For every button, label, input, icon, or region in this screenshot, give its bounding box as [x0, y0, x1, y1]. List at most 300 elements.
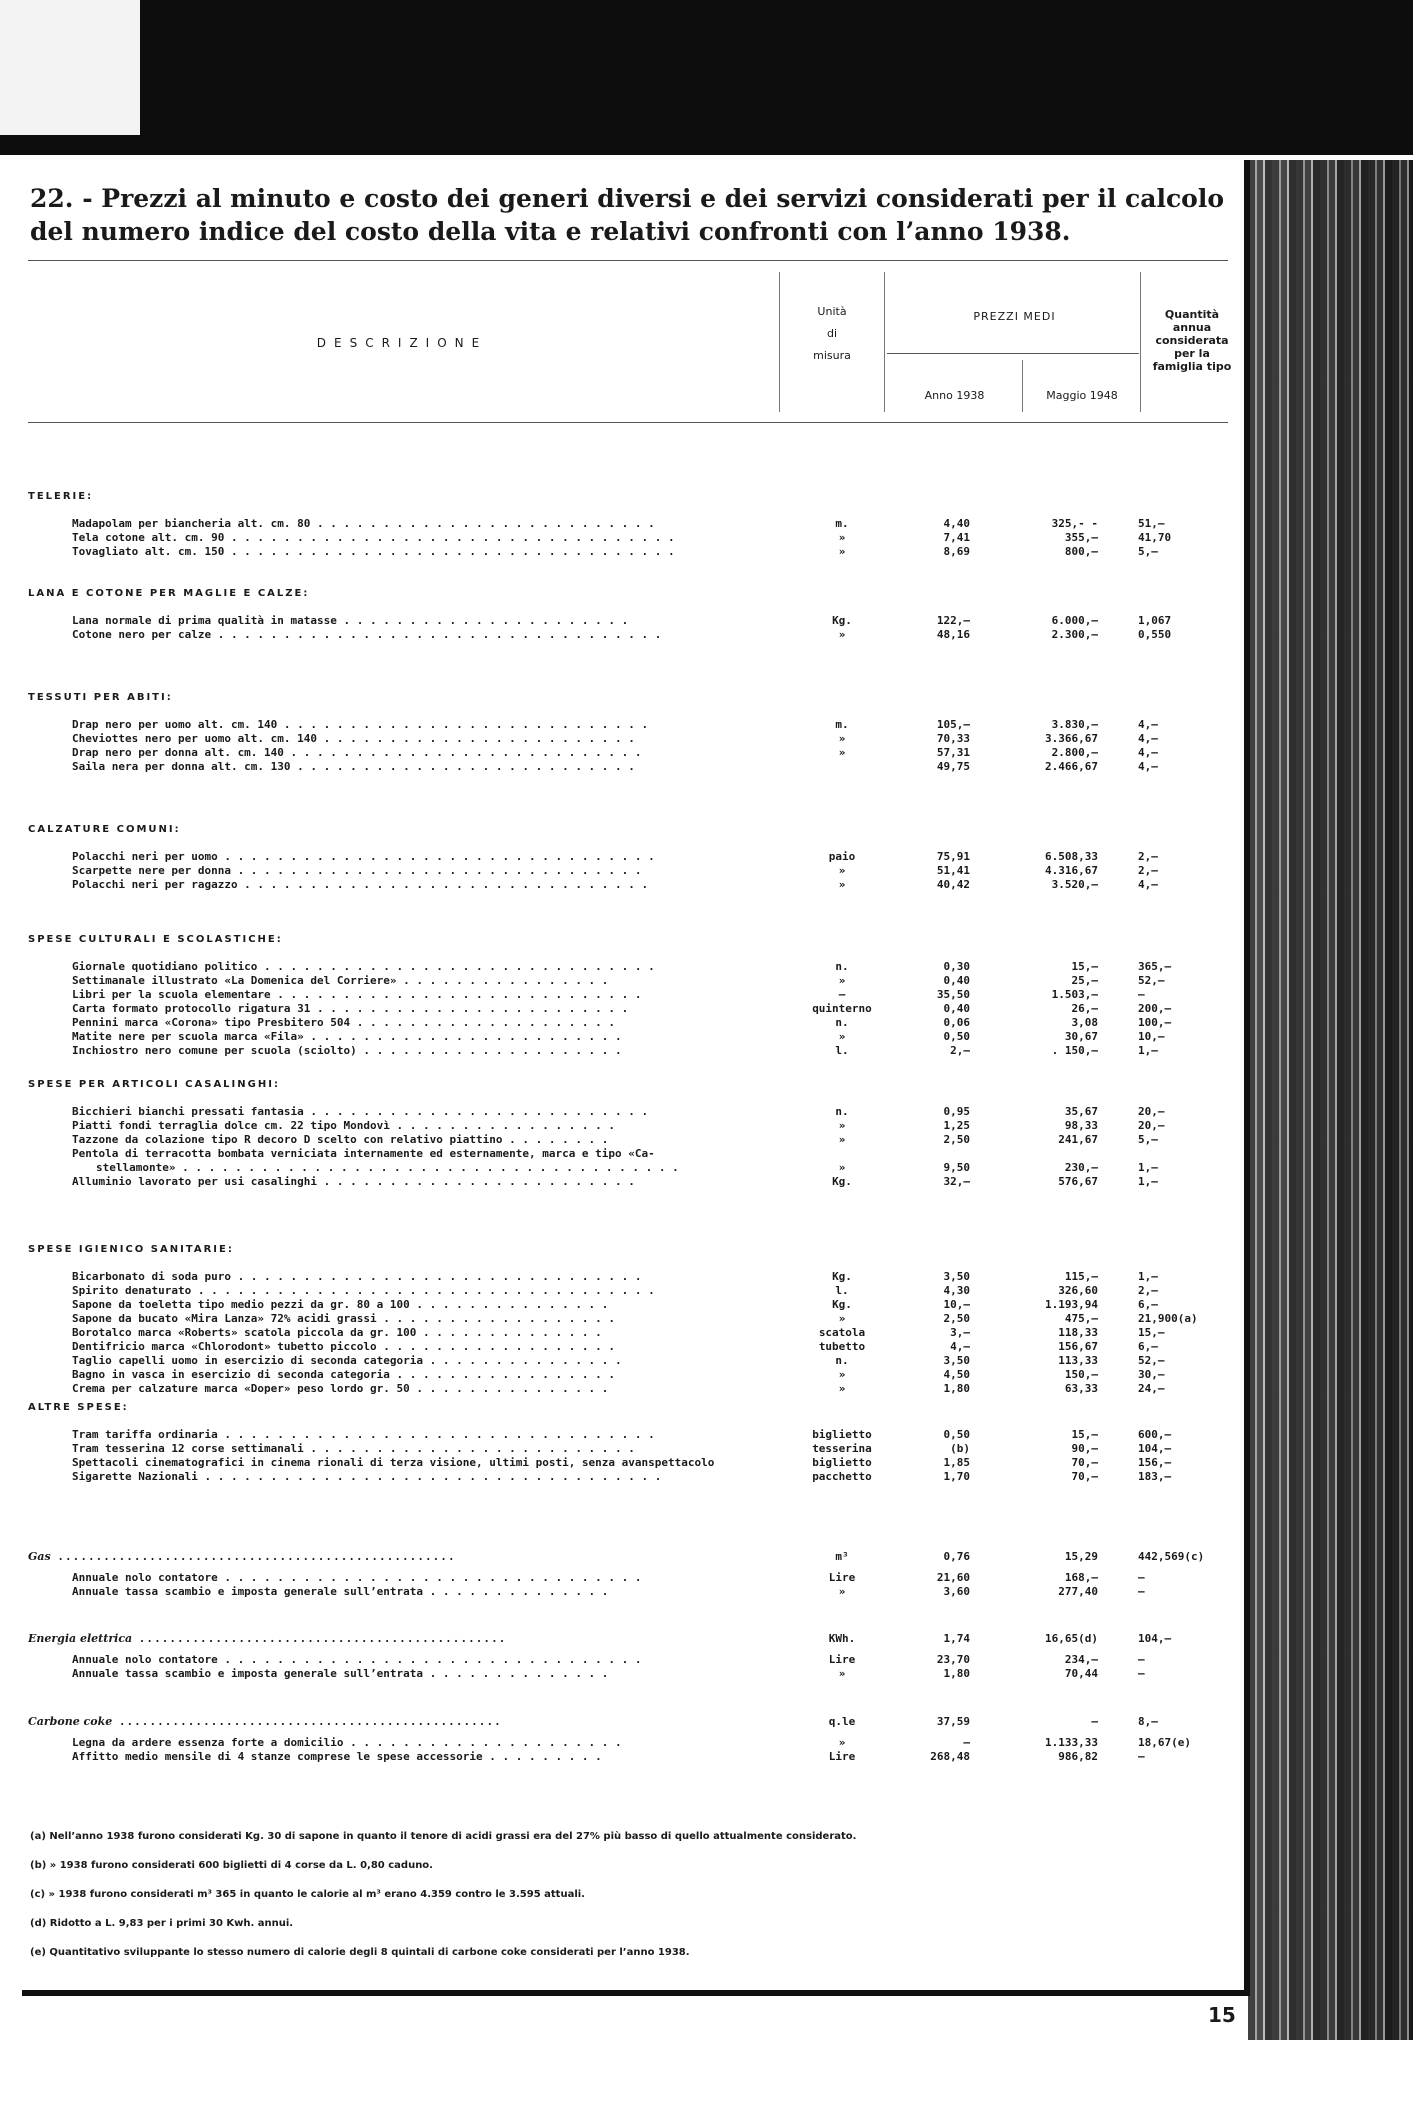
header-unita-line2: di: [826, 327, 838, 340]
header-prezzi-medi: PREZZI MEDI: [973, 310, 1056, 323]
row-quantity: 104,—: [1138, 1442, 1172, 1455]
row-price-1938: 2,—: [950, 1044, 970, 1057]
row-price-1938: 10,—: [943, 1298, 970, 1311]
row-description: Pentola di terracotta bombata verniciata internamente ed esternamente, marca e tipo «Ca-: [72, 1147, 655, 1160]
table-row: [28, 1016, 1228, 1030]
table-row: [28, 1428, 1228, 1442]
table-row: [28, 746, 1228, 760]
scan-top-notch: [0, 0, 140, 135]
row-description: Saila nera per donna alt. cm. 130 . . . . . . . . . . . . . . . . . . . . . . . . . .: [72, 760, 635, 773]
row-price-1938: 2,50: [943, 1133, 970, 1146]
row-quantity: 183,—: [1138, 1470, 1172, 1483]
row-description: Polacchi neri per ragazzo . . . . . . . . . . . . . . . . . . . . . . . . . . . . . . .: [72, 878, 649, 891]
row-price-1938: 1,74: [943, 1632, 970, 1645]
row-price-1948: 1.503,—: [1051, 988, 1098, 1001]
row-unit: Kg.: [832, 1175, 852, 1188]
row-price-1938: 122,—: [936, 614, 970, 627]
row-price-1948: . 150,—: [1051, 1044, 1098, 1057]
row-quantity: 1,—: [1138, 1270, 1158, 1283]
row-unit: m.: [835, 517, 849, 530]
row-quantity: 4,—: [1138, 746, 1158, 759]
row-unit: »: [838, 864, 846, 877]
section-title: SPESE CULTURALI E SCOLASTICHE:: [28, 934, 283, 945]
row-price-1948: 325,- -: [1051, 517, 1098, 530]
row-unit: —: [838, 988, 846, 1001]
row-unit: Kg.: [832, 1298, 852, 1311]
row-price-1948: 2.300,—: [1051, 628, 1098, 641]
row-quantity: 2,—: [1138, 864, 1158, 877]
row-quantity: 200,—: [1138, 1002, 1172, 1015]
table-row: [28, 1044, 1228, 1058]
row-price-1948: 98,33: [1064, 1119, 1098, 1132]
row-description: stellamonte» . . . . . . . . . . . . . . . . . . . . . . . . . . . . . . . . . . . . . .: [96, 1161, 679, 1174]
row-quantity: 8,—: [1138, 1715, 1158, 1728]
row-price-1948: 1.133,33: [1045, 1736, 1098, 1749]
row-unit: Lire: [828, 1750, 856, 1763]
row-price-1948: 16,65(d): [1045, 1632, 1098, 1645]
header-unita: [787, 305, 877, 362]
row-quantity: 1,—: [1138, 1175, 1158, 1188]
row-description: Tram tesserina 12 corse settimanali . . . . . . . . . . . . . . . . . . . . . . . . .: [72, 1442, 635, 1455]
table-row: [28, 1667, 1228, 1681]
row-price-1948: 3.520,—: [1051, 878, 1098, 891]
header-anno-1938: Anno 1938: [924, 389, 985, 402]
row-price-1938: 0,40: [943, 1002, 970, 1015]
row-price-1938: 2,50: [943, 1312, 970, 1325]
row-unit: »: [838, 1312, 846, 1325]
table-row: [28, 628, 1228, 642]
row-price-1938: 268,48: [930, 1750, 970, 1763]
row-price-1948: 800,—: [1064, 545, 1098, 558]
row-quantity: —: [1138, 1750, 1145, 1763]
table-section: [28, 1388, 1228, 1484]
table-row: [28, 760, 1228, 774]
row-price-1948: 3.366,67: [1045, 732, 1098, 745]
row-description: Sapone da toeletta tipo medio pezzi da gr. 80 a 100 . . . . . . . . . . . . . . .: [72, 1298, 609, 1311]
table-row: [28, 517, 1228, 531]
header-descrizione: DESCRIZIONE: [316, 336, 488, 350]
row-unit: biglietto: [812, 1428, 872, 1441]
row-price-1938: 51,41: [936, 864, 970, 877]
utility-dots: . . . . . . . . . . . . . . . . . . . . . . . . . . . . . . . . . . . . . . . . . . . . . . . . . .: [120, 1715, 500, 1728]
row-quantity: 21,900(a): [1138, 1312, 1198, 1325]
row-unit: »: [838, 1667, 846, 1680]
row-quantity: 442,569(c): [1138, 1550, 1205, 1563]
row-price-1948: 4.316,67: [1045, 864, 1098, 877]
utility-label-text: Energia elettrica: [28, 1632, 133, 1645]
table-title: 22. - Prezzi al minuto e costo dei generi diversi e dei servizi considerati per il calcolo del numero indice del costo della vita e relativi confronti con l’anno 1938.: [30, 184, 1225, 246]
header-quantita-line4: per la: [1174, 347, 1210, 360]
utility-label-text: Carbone coke: [28, 1715, 113, 1728]
row-price-1948: 15,—: [1071, 1428, 1098, 1441]
table-section: [28, 1230, 1228, 1396]
row-unit: »: [838, 628, 846, 641]
table-row: [28, 545, 1228, 559]
table-row: [28, 1653, 1228, 1667]
row-unit: n.: [835, 1105, 849, 1118]
row-unit: tesserina: [812, 1442, 872, 1455]
row-unit: quinterno: [812, 1002, 872, 1015]
footnote-c: (c) » 1938 furono considerati m³ 365 in quanto le calorie al m³ erano 4.359 contro le 3.595 attuali.: [30, 1889, 585, 1900]
row-description: Spirito denaturato . . . . . . . . . . . . . . . . . . . . . . . . . . . . . . . . . . .: [72, 1284, 655, 1297]
row-price-1938: 0,50: [943, 1428, 970, 1441]
row-price-1948: 355,—: [1064, 531, 1098, 544]
utility-label-text: Gas: [28, 1550, 51, 1563]
row-unit: »: [838, 1030, 846, 1043]
footnote-a: (a) Nell’anno 1938 furono considerati Kg. 30 di sapone in quanto il tenore di acidi grassi era del 27% più basso di quello attualmente considerato.: [30, 1831, 857, 1842]
row-price-1938: 21,60: [936, 1571, 970, 1584]
row-price-1948: —: [1091, 1715, 1098, 1728]
row-unit: »: [838, 1736, 846, 1749]
row-price-1948: 277,40: [1058, 1585, 1098, 1598]
row-unit: KWh.: [828, 1632, 856, 1645]
row-unit: pacchetto: [812, 1470, 872, 1483]
table-row: [28, 1750, 1228, 1764]
row-price-1938: 57,31: [936, 746, 970, 759]
row-quantity: 51,—: [1138, 517, 1165, 530]
row-quantity: 156,—: [1138, 1456, 1172, 1469]
table-row: [28, 531, 1228, 545]
row-description: Dentifricio marca «Chlorodont» tubetto piccolo . . . . . . . . . . . . . . . . . .: [72, 1340, 616, 1353]
table-row: [28, 1736, 1228, 1750]
row-description: Spettacoli cinematografici in cinema rionali di terza visione, ultimi posti, senza avanspettacolo: [72, 1456, 715, 1469]
footnote-e: (e) Quantitativo sviluppante lo stesso numero di calorie degli 8 quintali di carbone coke considerati per l’anno 1938.: [30, 1947, 690, 1958]
row-description: Alluminio lavorato per usi casalinghi . . . . . . . . . . . . . . . . . . . . . . . .: [72, 1175, 635, 1188]
row-price-1948: 35,67: [1064, 1105, 1098, 1118]
row-quantity: 20,—: [1138, 1119, 1165, 1132]
row-description: Drap nero per donna alt. cm. 140 . . . . . . . . . . . . . . . . . . . . . . . . . . .: [72, 746, 642, 759]
table-row: [28, 850, 1228, 864]
row-price-1938: 4,40: [943, 517, 970, 530]
header-bottom-rule: [28, 422, 1228, 423]
row-description: Giornale quotidiano politico . . . . . . . . . . . . . . . . . . . . . . . . . . . . . .: [72, 960, 655, 973]
row-price-1938: 23,70: [936, 1653, 970, 1666]
row-description: Matite nere per scuola marca «Fila» . . . . . . . . . . . . . . . . . . . . . . . .: [72, 1030, 622, 1043]
row-quantity: 4,—: [1138, 760, 1158, 773]
table-row: [28, 1585, 1228, 1599]
row-price-1938: 0,06: [943, 1016, 970, 1029]
table-section: [28, 574, 1228, 642]
row-quantity: —: [1138, 988, 1145, 1001]
row-price-1938: 3,50: [943, 1270, 970, 1283]
header-unita-line3: misura: [813, 349, 851, 362]
row-unit: q.le: [828, 1715, 856, 1728]
row-price-1938: 3,—: [950, 1326, 970, 1339]
section-title: ALTRE SPESE:: [28, 1402, 129, 1413]
row-unit: Lire: [828, 1571, 856, 1584]
utility-group-energia: [28, 1625, 1228, 1681]
row-quantity: 2,—: [1138, 1284, 1158, 1297]
col-divider-prices: [884, 272, 885, 412]
row-price-1948: 26,—: [1071, 1002, 1098, 1015]
table-row: [28, 718, 1228, 732]
row-price-1948: 475,—: [1064, 1312, 1098, 1325]
row-price-1948: 15,—: [1071, 960, 1098, 973]
table-row: [28, 1354, 1228, 1368]
section-title: CALZATURE COMUNI:: [28, 824, 181, 835]
row-price-1938: 40,42: [936, 878, 970, 891]
row-unit: n.: [835, 1016, 849, 1029]
row-price-1938: 0,40: [943, 974, 970, 987]
table-row: [28, 1270, 1228, 1284]
utility-group-gas: [28, 1543, 1228, 1599]
row-unit: paio: [828, 850, 856, 863]
row-description: Sapone da bucato «Mira Lanza» 72% acidi grassi . . . . . . . . . . . . . . . . . .: [72, 1312, 616, 1325]
row-quantity: 24,—: [1138, 1382, 1165, 1395]
row-price-1938: 7,41: [943, 531, 970, 544]
row-unit: »: [838, 732, 846, 745]
row-quantity: 4,—: [1138, 718, 1158, 731]
table-row: [28, 988, 1228, 1002]
scan-page-edges-shade: [1248, 160, 1413, 2040]
row-price-1938: 4,30: [943, 1284, 970, 1297]
row-price-1948: 986,82: [1058, 1750, 1098, 1763]
scan-top-border: [0, 0, 1413, 155]
row-price-1948: 576,67: [1058, 1175, 1098, 1188]
row-unit: Kg.: [832, 614, 852, 627]
table-row: [28, 1105, 1228, 1119]
row-unit: »: [838, 746, 846, 759]
section-title: LANA E COTONE PER MAGLIE E CALZE:: [28, 588, 310, 599]
row-unit: »: [838, 1368, 846, 1381]
row-quantity: 52,—: [1138, 1354, 1165, 1367]
row-quantity: —: [1138, 1653, 1145, 1666]
utility-label: [28, 1708, 728, 1736]
row-quantity: 6,—: [1138, 1298, 1158, 1311]
row-quantity: —: [1138, 1667, 1145, 1680]
row-unit: m³: [835, 1550, 849, 1563]
utility-label: [28, 1543, 728, 1571]
utility-header-row: [28, 1708, 1228, 1736]
footnotes: [30, 1822, 1220, 1967]
header-top-rule: [28, 260, 1228, 261]
col-divider-qty: [1140, 272, 1141, 412]
row-description: Annuale nolo contatore . . . . . . . . . . . . . . . . . . . . . . . . . . . . . . . .: [72, 1571, 642, 1584]
table-row: [28, 1340, 1228, 1354]
row-description: Carta formato protocollo rigatura 31 . . . . . . . . . . . . . . . . . . . . . . . .: [72, 1002, 629, 1015]
row-price-1948: 70,—: [1071, 1470, 1098, 1483]
row-price-1948: 63,33: [1064, 1382, 1098, 1395]
row-description: Annuale nolo contatore . . . . . . . . . . . . . . . . . . . . . . . . . . . . . . . .: [72, 1653, 642, 1666]
row-price-1938: 32,—: [943, 1175, 970, 1188]
row-description: Legna da ardere essenza forte a domicilio . . . . . . . . . . . . . . . . . . . . .: [72, 1736, 622, 1749]
row-price-1948: 241,67: [1058, 1133, 1098, 1146]
row-description: Taglio capelli uomo in esercizio di seconda categoria . . . . . . . . . . . . . . .: [72, 1354, 622, 1367]
row-unit: n.: [835, 1354, 849, 1367]
row-unit: »: [838, 1133, 846, 1146]
prezzi-medi-rule: [887, 353, 1139, 354]
row-price-1948: 90,—: [1071, 1442, 1098, 1455]
row-quantity: 1,—: [1138, 1161, 1158, 1174]
row-unit: »: [838, 545, 846, 558]
row-description: Settimanale illustrato «La Domenica del Corriere» . . . . . . . . . . . . . . . .: [72, 974, 609, 987]
row-unit: »: [838, 1161, 846, 1174]
row-price-1938: 105,—: [936, 718, 970, 731]
row-description: Drap nero per uomo alt. cm. 140 . . . . . . . . . . . . . . . . . . . . . . . . . . . .: [72, 718, 649, 731]
section-title: SPESE PER ARTICOLI CASALINGHI:: [28, 1079, 280, 1090]
row-price-1938: 4,50: [943, 1368, 970, 1381]
table-section: [28, 920, 1228, 1058]
row-price-1948: 234,—: [1064, 1653, 1098, 1666]
header-quantita-line1: Quantità: [1164, 308, 1220, 321]
row-quantity: 20,—: [1138, 1105, 1165, 1118]
row-price-1948: 230,—: [1064, 1161, 1098, 1174]
row-quantity: 4,—: [1138, 732, 1158, 745]
table-row: [28, 1470, 1228, 1484]
table-row: [28, 1147, 1228, 1161]
table-row: [28, 1326, 1228, 1340]
row-unit: m.: [835, 718, 849, 731]
row-unit: »: [838, 1585, 846, 1598]
row-quantity: 6,—: [1138, 1340, 1158, 1353]
row-quantity: 0,550: [1138, 628, 1172, 641]
row-quantity: —: [1138, 1585, 1145, 1598]
row-price-1938: 3,50: [943, 1354, 970, 1367]
footnote-b: (b) » 1938 furono considerati 600 biglietti di 4 corse da L. 0,80 caduno.: [30, 1860, 433, 1871]
row-quantity: 30,—: [1138, 1368, 1165, 1381]
table-row: [28, 864, 1228, 878]
row-description: Pennini marca «Corona» tipo Presbitero 504 . . . . . . . . . . . . . . . . . . . .: [72, 1016, 616, 1029]
table-row: [28, 1298, 1228, 1312]
row-price-1938: —: [963, 1736, 970, 1749]
table-row: [28, 960, 1228, 974]
page-number: 15: [1208, 2003, 1236, 2027]
row-description: Polacchi neri per uomo . . . . . . . . . . . . . . . . . . . . . . . . . . . . . . . . .: [72, 850, 655, 863]
row-description: Scarpette nere per donna . . . . . . . . . . . . . . . . . . . . . . . . . . . . . . .: [72, 864, 642, 877]
row-price-1948: 70,44: [1064, 1667, 1098, 1680]
row-quantity: 15,—: [1138, 1326, 1165, 1339]
row-price-1948: 6.000,—: [1051, 614, 1098, 627]
row-quantity: 5,—: [1138, 545, 1158, 558]
row-price-1948: 2.466,67: [1045, 760, 1098, 773]
row-price-1938: 1,80: [943, 1667, 970, 1680]
table-row: [28, 1456, 1228, 1470]
row-price-1938: 1,80: [943, 1382, 970, 1395]
row-description: Borotalco marca «Roberts» scatola piccola da gr. 100 . . . . . . . . . . . . . .: [72, 1326, 602, 1339]
col-divider-unit: [779, 272, 780, 412]
table-section: [28, 477, 1228, 559]
header-maggio-1948: Maggio 1948: [1046, 389, 1118, 402]
row-price-1938: 1,25: [943, 1119, 970, 1132]
row-description: Piatti fondi terraglia dolce cm. 22 tipo Mondovì . . . . . . . . . . . . . . . . .: [72, 1119, 616, 1132]
header-quantita-line3: considerata: [1155, 334, 1229, 347]
row-description: Tazzone da colazione tipo R decoro D scelto con relativo piattino . . . . . . . .: [72, 1133, 609, 1146]
section-title: SPESE IGIENICO SANITARIE:: [28, 1244, 234, 1255]
row-description: Cotone nero per calze . . . . . . . . . . . . . . . . . . . . . . . . . . . . . . . . . .: [72, 628, 662, 641]
row-price-1948: 6.508,33: [1045, 850, 1098, 863]
row-description: Lana normale di prima qualità in matasse . . . . . . . . . . . . . . . . . . . . . .: [72, 614, 629, 627]
table-row: [28, 614, 1228, 628]
row-description: Annuale tassa scambio e imposta generale sull’entrata . . . . . . . . . . . . . .: [72, 1667, 609, 1680]
row-price-1938: 4,—: [950, 1340, 970, 1353]
table-row: [28, 1161, 1228, 1175]
row-unit: l.: [835, 1044, 849, 1057]
row-price-1948: 115,—: [1064, 1270, 1098, 1283]
section-title: TESSUTI PER ABITI:: [28, 692, 173, 703]
row-quantity: 100,—: [1138, 1016, 1172, 1029]
table-row: [28, 1571, 1228, 1585]
row-price-1948: 15,29: [1064, 1550, 1098, 1563]
row-price-1948: 156,67: [1058, 1340, 1098, 1353]
row-price-1938: 75,91: [936, 850, 970, 863]
row-unit: Kg.: [832, 1270, 852, 1283]
row-unit: »: [838, 1119, 846, 1132]
row-price-1948: 168,—: [1064, 1571, 1098, 1584]
table-row: [28, 1119, 1228, 1133]
row-price-1938: 0,30: [943, 960, 970, 973]
row-price-1938: 8,69: [943, 545, 970, 558]
table-row: [28, 1368, 1228, 1382]
table-row: [28, 1002, 1228, 1016]
table-section: [28, 678, 1228, 774]
row-unit: tubetto: [818, 1340, 866, 1353]
row-quantity: 2,—: [1138, 850, 1158, 863]
row-unit: »: [838, 531, 846, 544]
row-price-1948: 30,67: [1064, 1030, 1098, 1043]
row-description: Bicchieri bianchi pressati fantasia . . . . . . . . . . . . . . . . . . . . . . . . . .: [72, 1105, 649, 1118]
row-quantity: 4,—: [1138, 878, 1158, 891]
footnote-d: (d) Ridotto a L. 9,83 per i primi 30 Kwh. annui.: [30, 1918, 294, 1929]
row-quantity: 365,—: [1138, 960, 1172, 973]
header-quantita-line5: famiglia tipo: [1152, 360, 1232, 373]
row-price-1938: 35,50: [936, 988, 970, 1001]
header-quantita-line2: annua: [1172, 321, 1212, 334]
utility-dots: . . . . . . . . . . . . . . . . . . . . . . . . . . . . . . . . . . . . . . . . . . . . . . . . . . . .: [58, 1550, 454, 1563]
row-price-1938: 1,70: [943, 1470, 970, 1483]
table-row: [28, 1133, 1228, 1147]
row-price-1938: 0,50: [943, 1030, 970, 1043]
row-price-1948: 2.800,—: [1051, 746, 1098, 759]
utility-header-row: [28, 1543, 1228, 1571]
section-title: TELERIE:: [28, 491, 94, 502]
table-section: [28, 1065, 1228, 1189]
row-quantity: 18,67(e): [1138, 1736, 1191, 1749]
row-unit: biglietto: [812, 1456, 872, 1469]
row-quantity: 1,—: [1138, 1044, 1158, 1057]
row-price-1948: 1.193,94: [1045, 1298, 1098, 1311]
header-quantita: [1144, 308, 1240, 373]
row-quantity: 10,—: [1138, 1030, 1165, 1043]
row-price-1938: 1,85: [943, 1456, 970, 1469]
row-price-1948: 326,60: [1058, 1284, 1098, 1297]
row-description: Annuale tassa scambio e imposta generale sull’entrata . . . . . . . . . . . . . .: [72, 1585, 609, 1598]
row-description: Inchiostro nero comune per scuola (sciolto) . . . . . . . . . . . . . . . . . . . .: [72, 1044, 622, 1057]
row-unit: n.: [835, 960, 849, 973]
row-price-1948: 118,33: [1058, 1326, 1098, 1339]
row-description: Sigarette Nazionali . . . . . . . . . . . . . . . . . . . . . . . . . . . . . . . . . . .: [72, 1470, 662, 1483]
row-price-1948: 25,—: [1071, 974, 1098, 987]
utility-group-carbone: [28, 1708, 1228, 1764]
row-description: Tram tariffa ordinaria . . . . . . . . . . . . . . . . . . . . . . . . . . . . . . . . .: [72, 1428, 655, 1441]
row-price-1938: 0,95: [943, 1105, 970, 1118]
row-description: Libri per la scuola elementare . . . . . . . . . . . . . . . . . . . . . . . . . . . .: [72, 988, 642, 1001]
row-price-1938: 3,60: [943, 1585, 970, 1598]
table-row: [28, 1175, 1228, 1189]
row-quantity: 5,—: [1138, 1133, 1158, 1146]
col-divider-years: [1022, 360, 1023, 412]
row-price-1948: 70,—: [1071, 1456, 1098, 1469]
row-description: Cheviottes nero per uomo alt. cm. 140 . . . . . . . . . . . . . . . . . . . . . . . .: [72, 732, 635, 745]
row-description: Bicarbonato di soda puro . . . . . . . . . . . . . . . . . . . . . . . . . . . . . . .: [72, 1270, 642, 1283]
row-unit: Lire: [828, 1653, 856, 1666]
row-unit: l.: [835, 1284, 849, 1297]
row-price-1938: (b): [950, 1442, 970, 1455]
row-price-1948: 150,—: [1064, 1368, 1098, 1381]
row-description: Crema per calzature marca «Doper» peso lordo gr. 50 . . . . . . . . . . . . . . .: [72, 1382, 609, 1395]
table-section: [28, 810, 1228, 892]
table-row: [28, 878, 1228, 892]
table-row: [28, 1030, 1228, 1044]
